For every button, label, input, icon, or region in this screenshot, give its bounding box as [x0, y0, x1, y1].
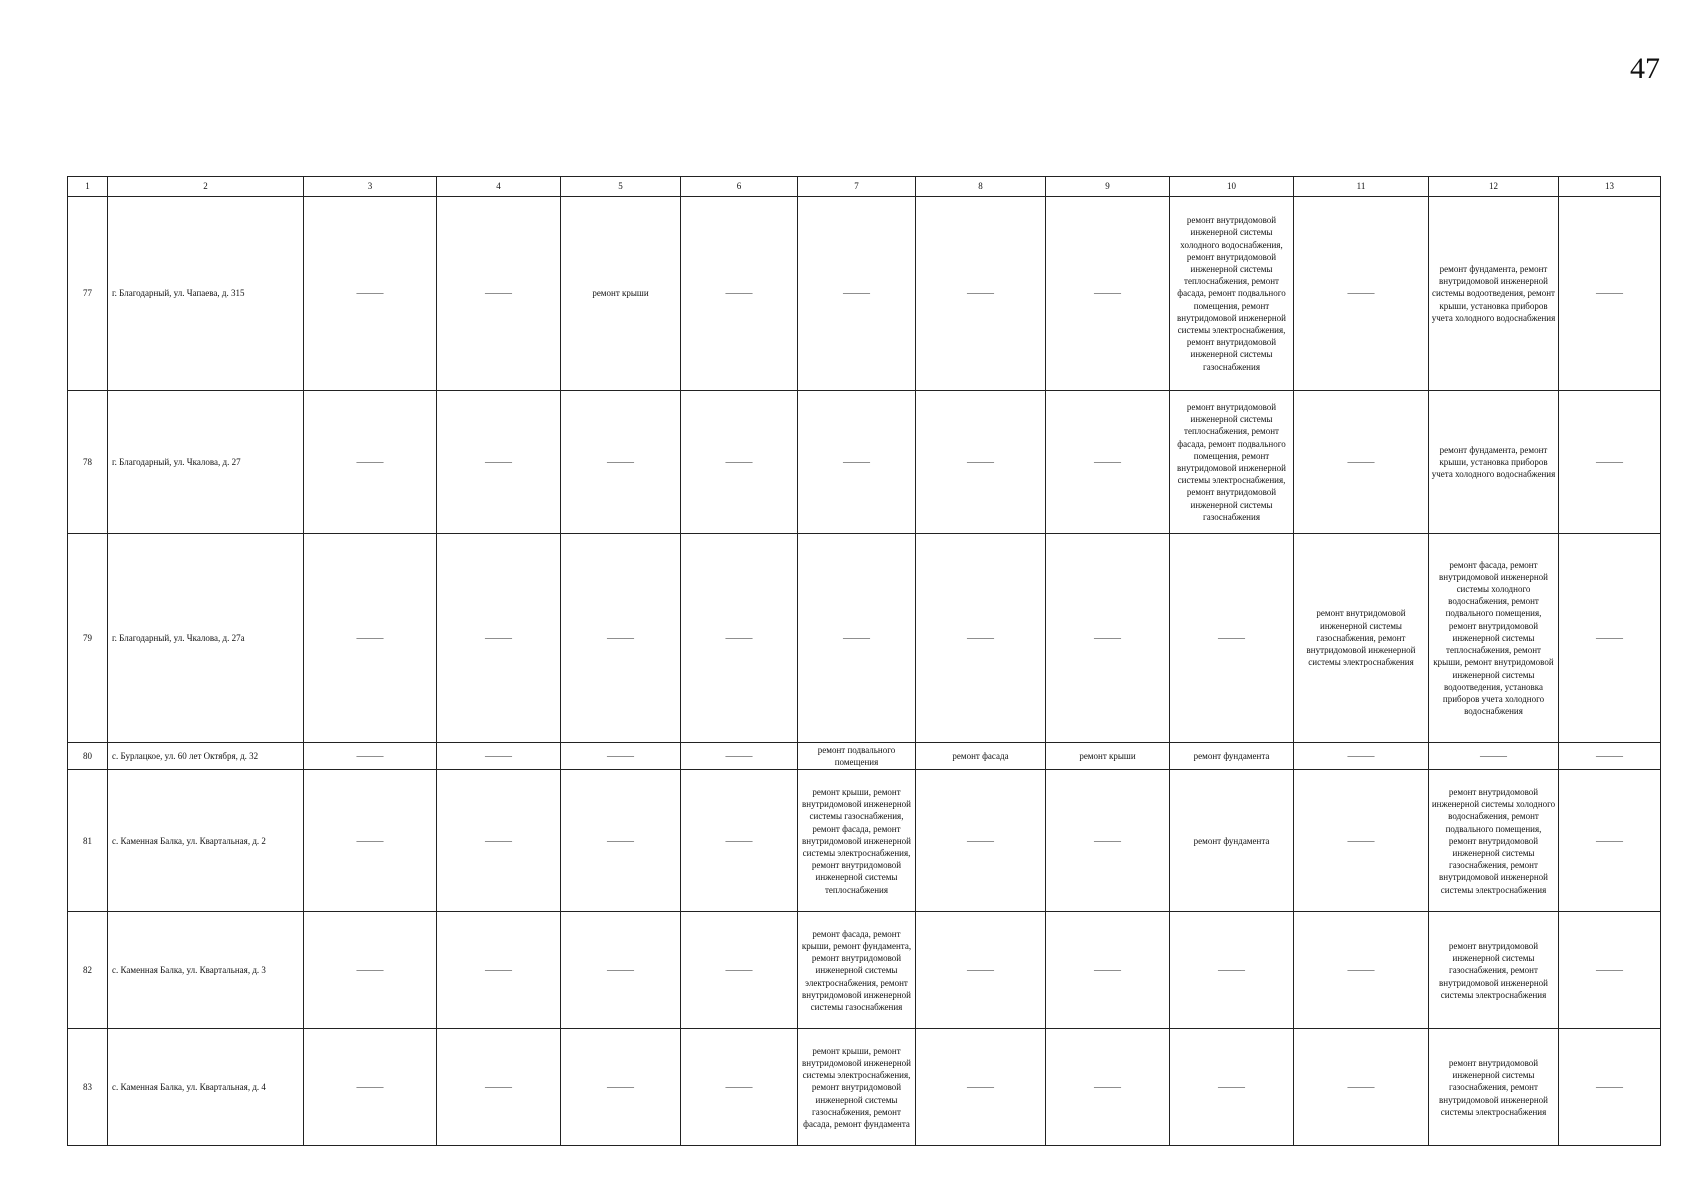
table-cell: ремонт фундамента	[1170, 770, 1294, 912]
column-header: 6	[681, 177, 798, 197]
table-cell: ремонт фасада, ремонт крыши, ремонт фундамента, ремонт внутридомовой инженерной системы электроснабжения, ремонт внутридомовой инженерной системы газоснабжения	[798, 912, 916, 1029]
table-cell: ———	[1294, 743, 1429, 770]
table-cell: ———	[916, 770, 1046, 912]
row-number-cell: 81	[68, 770, 108, 912]
table-cell: ———	[1046, 770, 1170, 912]
table-cell: ремонт фундамента, ремонт крыши, установка приборов учета холодного водоснабжения	[1429, 391, 1559, 534]
table-cell: ———	[681, 534, 798, 743]
table-cell: ———	[681, 743, 798, 770]
address-cell: г. Благодарный, ул. Чкалова, д. 27	[108, 391, 304, 534]
table-cell: ———	[1170, 1029, 1294, 1146]
table-cell: ———	[304, 912, 437, 1029]
row-number-cell: 83	[68, 1029, 108, 1146]
table-cell: ремонт фасада	[916, 743, 1046, 770]
column-header: 10	[1170, 177, 1294, 197]
table-cell: ———	[561, 912, 681, 1029]
table-cell: ———	[1170, 912, 1294, 1029]
column-header: 4	[437, 177, 561, 197]
table-cell: ———	[1046, 391, 1170, 534]
table-cell: ———	[561, 743, 681, 770]
table-cell: ———	[681, 1029, 798, 1146]
table-cell: ———	[1559, 534, 1661, 743]
page-number: 47	[1630, 52, 1660, 85]
table-cell: ———	[304, 534, 437, 743]
column-header: 2	[108, 177, 304, 197]
table-cell: ———	[437, 1029, 561, 1146]
table-cell: ремонт подвального помещения	[798, 743, 916, 770]
table-cell: ремонт фундамента	[1170, 743, 1294, 770]
column-number-row	[68, 177, 1661, 197]
row-number-cell: 80	[68, 743, 108, 770]
table-cell: ремонт крыши	[1046, 743, 1170, 770]
table-cell: ———	[561, 534, 681, 743]
table-cell: ———	[1559, 743, 1661, 770]
table-row	[68, 1029, 1661, 1146]
table-cell: ———	[304, 391, 437, 534]
table-cell: ———	[916, 912, 1046, 1029]
table-cell: ———	[437, 912, 561, 1029]
table-cell: ремонт внутридомовой инженерной системы теплоснабжения, ремонт фасада, ремонт подвального помещения, ремонт внутридомовой инженерной системы электроснабжения, ремонт внутридомовой инженерной системы газоснабжения	[1170, 391, 1294, 534]
table-cell: ———	[681, 770, 798, 912]
table-cell: ———	[681, 197, 798, 391]
column-header: 3	[304, 177, 437, 197]
column-header: 12	[1429, 177, 1559, 197]
table-cell: ———	[561, 391, 681, 534]
table-cell: ———	[1294, 912, 1429, 1029]
table-cell: ———	[561, 770, 681, 912]
address-cell: с. Каменная Балка, ул. Квартальная, д. 4	[108, 1029, 304, 1146]
table-cell: ремонт внутридомовой инженерной системы холодного водоснабжения, ремонт внутридомовой инженерной системы теплоснабжения, ремонт фасада, ремонт подвального помещения, ремонт внутридомовой инженерной системы электроснабжения, ремонт внутридомовой инженерной системы газоснабжения	[1170, 197, 1294, 391]
table-cell: ———	[304, 743, 437, 770]
row-number-cell: 82	[68, 912, 108, 1029]
column-header: 7	[798, 177, 916, 197]
table-cell: ———	[437, 534, 561, 743]
table-row	[68, 391, 1661, 534]
table-cell: ———	[1559, 770, 1661, 912]
table-cell: ———	[681, 912, 798, 1029]
table-cell: ———	[1170, 534, 1294, 743]
table-cell: ———	[916, 1029, 1046, 1146]
table-cell: ———	[1294, 770, 1429, 912]
table-cell: ———	[1559, 1029, 1661, 1146]
table-cell: ———	[916, 391, 1046, 534]
table-cell: ———	[798, 197, 916, 391]
column-header: 9	[1046, 177, 1170, 197]
table-cell: ———	[1294, 197, 1429, 391]
table-cell: ремонт фундамента, ремонт внутридомовой инженерной системы водоотведения, ремонт крыши, установка приборов учета холодного водоснабжения	[1429, 197, 1559, 391]
address-cell: г. Благодарный, ул. Чкалова, д. 27а	[108, 534, 304, 743]
table-cell: ———	[1046, 1029, 1170, 1146]
table-cell: ———	[681, 391, 798, 534]
address-cell: с. Бурлацкое, ул. 60 лет Октября, д. 32	[108, 743, 304, 770]
table-cell: ремонт внутридомовой инженерной системы газоснабжения, ремонт внутридомовой инженерной системы электроснабжения	[1294, 534, 1429, 743]
table-cell: ремонт внутридомовой инженерной системы холодного водоснабжения, ремонт подвального помещения, ремонт внутридомовой инженерной системы газоснабжения, ремонт внутридомовой инженерной системы электроснабжения	[1429, 770, 1559, 912]
table-cell: ———	[304, 1029, 437, 1146]
table-cell: ———	[437, 391, 561, 534]
table-cell: ———	[437, 770, 561, 912]
address-cell: с. Каменная Балка, ул. Квартальная, д. 3	[108, 912, 304, 1029]
table-cell: ———	[1046, 912, 1170, 1029]
table-row	[68, 743, 1661, 770]
table-cell: ———	[1559, 197, 1661, 391]
table-cell: ———	[798, 391, 916, 534]
table-cell: ремонт крыши, ремонт внутридомовой инженерной системы электроснабжения, ремонт внутридомовой инженерной системы газоснабжения, ремонт фасада, ремонт фундамента	[798, 1029, 916, 1146]
table-row	[68, 534, 1661, 743]
table-cell: ———	[437, 197, 561, 391]
column-header: 13	[1559, 177, 1661, 197]
table-row	[68, 197, 1661, 391]
address-cell: г. Благодарный, ул. Чапаева, д. 315	[108, 197, 304, 391]
table-cell: ———	[561, 1029, 681, 1146]
table-cell: ———	[916, 534, 1046, 743]
row-number-cell: 77	[68, 197, 108, 391]
row-number-cell: 79	[68, 534, 108, 743]
table-cell: ремонт крыши, ремонт внутридомовой инженерной системы газоснабжения, ремонт фасада, ремонт внутридомовой инженерной системы электроснабжения, ремонт внутридомовой инженерной системы теплоснабжения	[798, 770, 916, 912]
table-cell: ремонт фасада, ремонт внутридомовой инженерной системы холодного водоснабжения, ремонт подвального помещения, ремонт внутридомовой инженерной системы теплоснабжения, ремонт крыши, ремонт внутридомовой инженерной системы водоотведения, установка приборов учета холодного водоснабжения	[1429, 534, 1559, 743]
table-cell: ———	[304, 197, 437, 391]
table-cell: ———	[1559, 912, 1661, 1029]
table-cell: ремонт внутридомовой инженерной системы газоснабжения, ремонт внутридомовой инженерной системы электроснабжения	[1429, 1029, 1559, 1146]
repair-schedule-table	[67, 176, 1661, 1146]
address-cell: с. Каменная Балка, ул. Квартальная, д. 2	[108, 770, 304, 912]
table-row	[68, 770, 1661, 912]
table-cell: ———	[1046, 197, 1170, 391]
table-cell: ———	[1294, 1029, 1429, 1146]
table-cell: ———	[304, 770, 437, 912]
table-cell: ———	[1429, 743, 1559, 770]
column-header: 5	[561, 177, 681, 197]
column-header: 11	[1294, 177, 1429, 197]
row-number-cell: 78	[68, 391, 108, 534]
table-cell: ———	[437, 743, 561, 770]
table-cell: ———	[1559, 391, 1661, 534]
table-cell: ремонт внутридомовой инженерной системы газоснабжения, ремонт внутридомовой инженерной системы электроснабжения	[1429, 912, 1559, 1029]
table-row	[68, 912, 1661, 1029]
table-cell: ремонт крыши	[561, 197, 681, 391]
column-header: 8	[916, 177, 1046, 197]
table-cell: ———	[916, 197, 1046, 391]
table-cell: ———	[798, 534, 916, 743]
table-cell: ———	[1294, 391, 1429, 534]
table-cell: ———	[1046, 534, 1170, 743]
column-header: 1	[68, 177, 108, 197]
